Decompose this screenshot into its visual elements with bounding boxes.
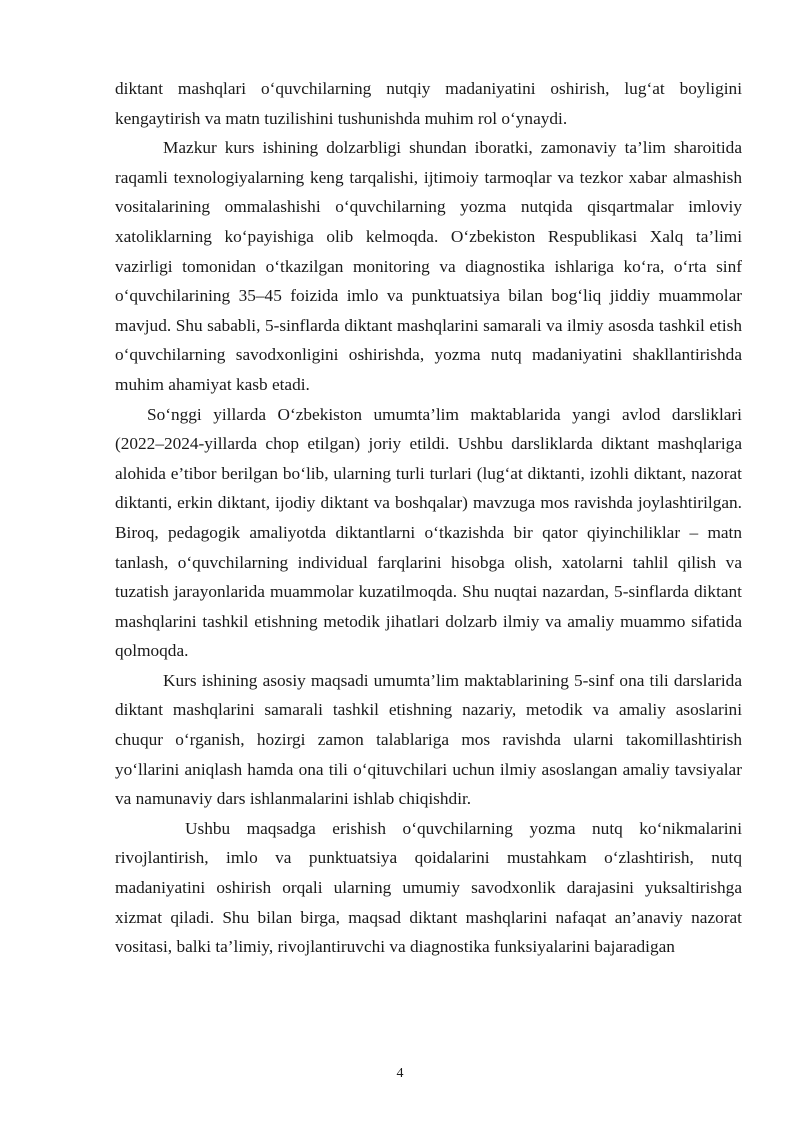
paragraph-goal: Kurs ishining asosiy maqsadi umumta’lim maktablarining 5-sinf ona tili darslarida diktant mashqlarini samarali tashkil etishning nazariy, metodik va amaliy asoslarini chuqur o‘rganish, hozirgi zamon talablariga mos ravishda ularni takomillashtirish yo‘llarini aniqlash hamda ona tili o‘qituvchilari uchun ilmiy asoslangan amaliy tavsiyalar va namunaviy dars ishlanmalarini ishlab chiqishdir. — [115, 670, 742, 809]
paragraph-relevance: Mazkur kurs ishining dolzarbligi shundan iboratki, zamonaviy ta’lim sharoitida raqamli texnologiyalarning keng tarqalishi, ijtimoiy tarmoqlar va tezkor xabar almashish vositalarining ommalashishi o‘quvchilarning yozma nutqida qisqartmalar imloviy xatoliklarning ko‘payishiga olib kelmoqda. O‘zbekiston Respublikasi Xalq ta’limi vazirligi tomonidan o‘tkazilgan monitoring va diagnostika ishlariga ko‘ra, o‘rta sinf o‘quvchilarining 35–45 foizida imlo va punktuatsiya bilan bog‘liq jiddiy muammolar mavjud. Shu sababli, 5-sinflarda diktant mashqlarini samarali va ilmiy asosda tashkil etish o‘quvchilarning savodxonligini oshirishda, yozma nutq madaniyatini shakllantirishda muhim ahamiyat kasb etadi. — [115, 138, 742, 394]
paragraph-outcome: Ushbu maqsadga erishish o‘quvchilarning yozma nutq ko‘nikmalarini rivojlantirish, imlo va punktuatsiya qoidalarini mustahkam o‘zlashtirish, nutq madaniyatini oshirish orqali ularning umumiy savodxonlik darajasini yuksaltirishga xizmat qiladi. Shu bilan birga, maqsad diktant mashqlarini nafaqat an’anaviy nazorat vositasi, balki ta’limiy, rivojlantiruvchi va diagnostika funksiyalarini bajaradigan — [115, 818, 742, 957]
page-number: 4 — [396, 1066, 404, 1081]
paragraph-textbooks: So‘nggi yillarda O‘zbekiston umumta’lim maktablarida yangi avlod darsliklari (2022–2024-yillarda chop etilgan) joriy etildi. Ushbu darsliklarda diktant mashqlariga alohida e’tibor berilgan bo‘lib, ularning turli turlari (lug‘at diktanti, izohli diktant, nazorat diktanti, erkin diktant, ijodiy diktant va boshqalar) mavzuga mos ravishda joylashtirilgan. Biroq, pedagogik amaliyotda diktantlarni o‘tkazishda bir qator qiyinchiliklar – matn tanlash, o‘quvchilarning individual farqlarini hisobga olish, xatolarni tahlil qilish va tuzatish jarayonlarida muammolar kuzatilmoqda. Shu nuqtai nazardan, 5-sinflarda diktant mashqlarini tashkil etishning metodik jihatlari dolzarb ilmiy va amaliy muammo sifatida qolmoqda. — [115, 404, 742, 661]
paragraph-continuation: diktant mashqlari o‘quvchilarning nutqiy madaniyatini oshirish, lug‘at boyligini kengaytirish va matn tuzilishini tushunishda muhim rol o‘ynaydi. — [115, 79, 742, 128]
document-body — [115, 74, 742, 962]
